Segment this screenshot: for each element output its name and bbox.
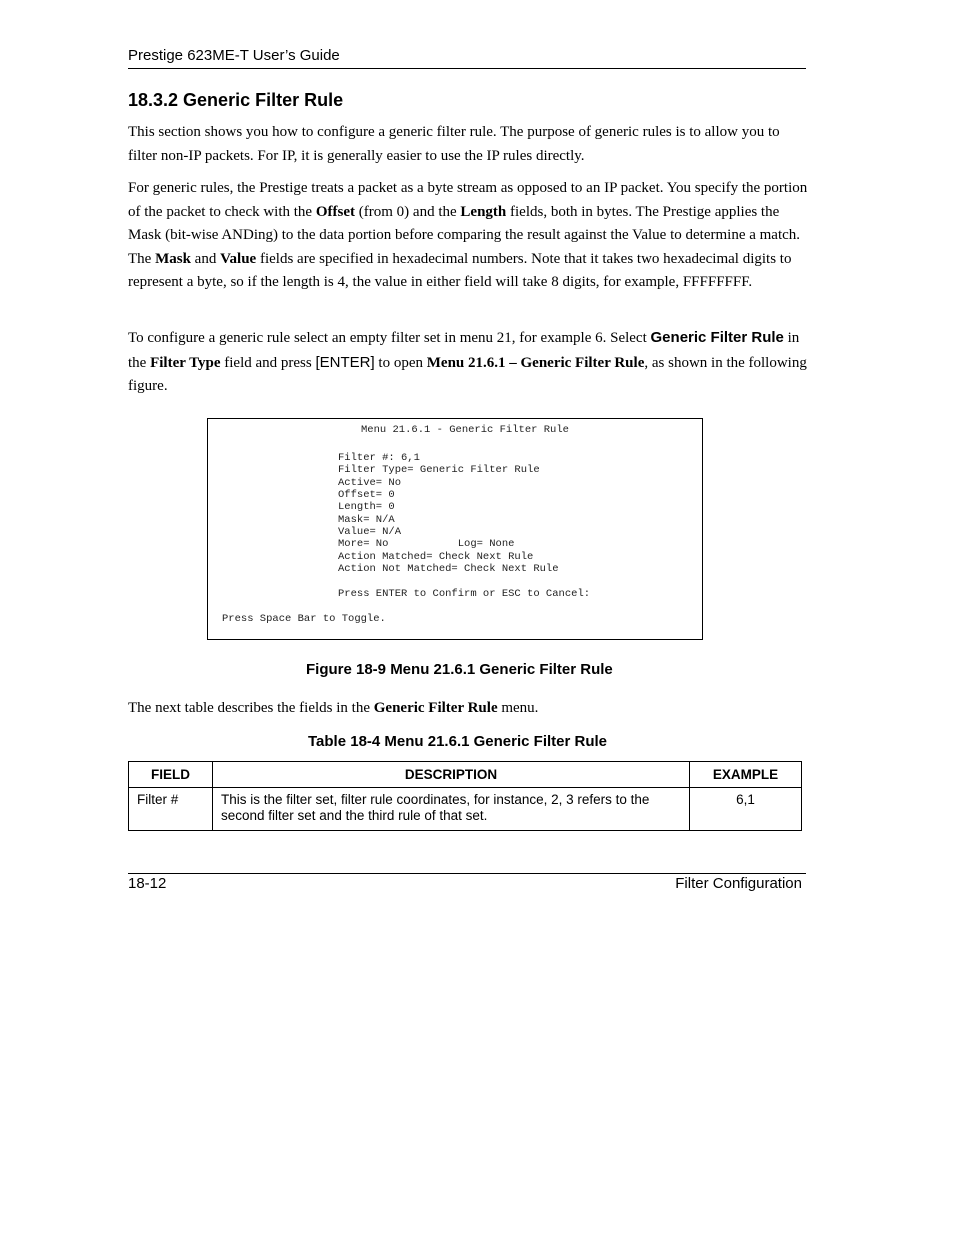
bold-term-generic-filter-rule: Generic Filter Rule: [650, 329, 784, 346]
bold-term-length: Length: [460, 203, 507, 220]
bold-term-offset: Offset: [315, 203, 356, 220]
text-run: The next table describes the fields in the: [128, 700, 374, 716]
bold-term-mask: Mask: [155, 250, 191, 267]
text-run: fields, both in bytes. The Prestige applies the Mask (bit-wise ANDing) to the data portion before comparing the result against the Value to determine a match. The: [128, 203, 801, 267]
text-run: in the: [128, 330, 800, 371]
screen-line: Offset= 0: [338, 489, 395, 501]
text-run: menu.: [497, 700, 539, 716]
screen-prompt: Press ENTER to Confirm or ESC to Cancel:: [338, 588, 591, 600]
cell-field: [129, 788, 213, 831]
generic-rules-paragraph: [128, 177, 808, 295]
text-run: For generic rules, the Prestige treats a packet as a byte stream as opposed to an IP packet. You specify the portion of the packet to check with the: [128, 180, 808, 220]
screen-line: Value= N/A: [338, 526, 402, 538]
text-run: field and press: [220, 354, 316, 371]
column-header-description: DESCRIPTION: [213, 762, 690, 788]
screen-line: Action Not Matched= Check Next Rule: [338, 563, 559, 575]
intro-paragraph: This section shows you how to configure a generic filter rule. The purpose of generic rules is to allow you to filter non-IP packets. For IP, it is generally easier to use the IP rules directly.: [128, 124, 780, 164]
configure-paragraph: [128, 326, 808, 399]
footer-rule: [128, 873, 806, 874]
menu-screen-figure: [207, 418, 703, 640]
running-header: Prestige 623ME-T User’s Guide: [128, 47, 340, 64]
screen-line: Filter Type= Generic Filter Rule: [338, 464, 540, 476]
text-run: and: [190, 250, 221, 267]
cell-example: [690, 788, 802, 831]
page-number: 18-12: [128, 875, 167, 892]
text-run: To configure a generic rule select an empty filter set in menu 21, for example 6. Select: [128, 330, 651, 346]
bold-term-generic-filter-rule: Generic Filter Rule: [373, 700, 498, 716]
screen-title: Menu 21.6.1 - Generic Filter Rule: [361, 424, 569, 436]
cell-description: [213, 788, 690, 831]
text-run: (from 0) and the: [355, 203, 461, 220]
screen-line: Mask= N/A: [338, 514, 395, 526]
cell-description-text: This is the filter set, filter rule coordinates, for instance, 2, 3 refers to the second filter set and the third rule of that set.: [221, 792, 650, 823]
text-run: , as shown in the following figure.: [128, 354, 807, 395]
figure-caption: Figure 18-9 Menu 21.6.1 Generic Filter Rule: [306, 661, 613, 678]
screen-line: Active= No: [338, 477, 402, 489]
text-run: fields are specified in hexadecimal numbers. Note that it takes two hexadecimal digits to represent a byte, so if the length is 4, the value in either field will take 8 digits, for example, FFFFFFFF.: [128, 250, 792, 291]
column-header-example: EXAMPLE: [690, 762, 802, 788]
cell-field-text: Filter #: [137, 792, 179, 807]
bold-term-menu-name: Menu 21.6.1 – Generic Filter Rule: [426, 354, 645, 371]
screen-line: More= No Log= None: [338, 538, 515, 550]
column-header-field: FIELD: [129, 762, 213, 788]
screen-hint: Press Space Bar to Toggle.: [222, 613, 386, 625]
screen-line: Filter #: 6,1: [338, 452, 420, 464]
screen-line: Action Matched= Check Next Rule: [338, 551, 534, 563]
table-caption: Table 18-4 Menu 21.6.1 Generic Filter Rule: [308, 733, 607, 750]
table-row: [129, 788, 802, 831]
table-intro-paragraph: [128, 697, 808, 721]
table-header-row: [129, 762, 802, 788]
chapter-name: Filter Configuration: [675, 875, 802, 892]
bold-term-filter-type: Filter Type: [150, 354, 221, 371]
section-title: 18.3.2 Generic Filter Rule: [128, 90, 344, 110]
cell-example-text: 6,1: [736, 792, 755, 807]
header-rule: [128, 68, 806, 69]
screen-line: Length= 0: [338, 501, 395, 513]
key-enter: [ENTER]: [315, 353, 375, 371]
field-description-table: [128, 761, 802, 831]
text-run: to open: [374, 354, 427, 371]
bold-term-value: Value: [220, 250, 257, 267]
